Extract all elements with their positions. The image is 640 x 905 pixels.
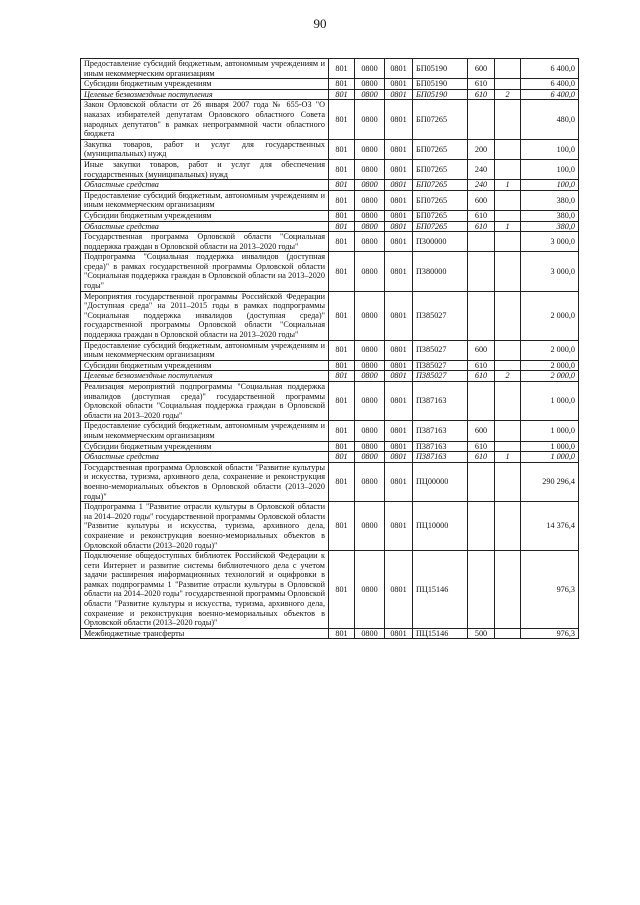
- table-row: [81, 190, 579, 210]
- section-code-cell: 0800: [355, 382, 385, 421]
- section-code-cell: 0800: [355, 221, 385, 232]
- budget-table-body: [81, 59, 579, 639]
- funding-source-cell: 1: [495, 180, 521, 191]
- amount-cell: 2 000,0: [521, 340, 579, 360]
- section-code-cell: 0800: [355, 159, 385, 179]
- page-number: 90: [313, 16, 327, 31]
- subsection-code-cell: 0801: [385, 159, 413, 179]
- funding-source-cell: [495, 139, 521, 159]
- expense-name-cell: Межбюджетные трансферты: [81, 628, 329, 639]
- subsection-code-cell: 0801: [385, 421, 413, 441]
- section-code-cell: 0800: [355, 452, 385, 463]
- amount-cell: 6 400,0: [521, 59, 579, 79]
- section-code-cell: 0800: [355, 100, 385, 139]
- funding-source-cell: [495, 252, 521, 291]
- table-row: [81, 100, 579, 139]
- expense-name-cell: Предоставление субсидий бюджетным, автономным учреждениям и иным некоммерческим организациям: [81, 190, 329, 210]
- table-row: [81, 159, 579, 179]
- subsection-code-cell: 0801: [385, 59, 413, 79]
- grbs-code-cell: 801: [329, 452, 355, 463]
- funding-source-cell: [495, 100, 521, 139]
- section-code-cell: 0800: [355, 421, 385, 441]
- budget-table: [80, 58, 579, 639]
- target-article-cell: П385027: [413, 291, 468, 340]
- grbs-code-cell: 801: [329, 291, 355, 340]
- target-article-cell: БП05190: [413, 79, 468, 90]
- subsection-code-cell: 0801: [385, 371, 413, 382]
- target-article-cell: П380000: [413, 252, 468, 291]
- funding-source-cell: [495, 159, 521, 179]
- amount-cell: 480,0: [521, 100, 579, 139]
- expense-name-cell: Предоставление субсидий бюджетным, автономным учреждениям и иным некоммерческим организациям: [81, 59, 329, 79]
- table-row: [81, 210, 579, 221]
- subsection-code-cell: 0801: [385, 221, 413, 232]
- expense-type-cell: 600: [468, 59, 495, 79]
- amount-cell: 100,0: [521, 180, 579, 191]
- subsection-code-cell: 0801: [385, 252, 413, 291]
- funding-source-cell: [495, 291, 521, 340]
- funding-source-cell: [495, 232, 521, 252]
- expense-name-cell: Подпрограмма "Социальная поддержка инвалидов (доступная среда)" в рамках государственной программы Орловской области "Социальная поддержка граждан в Орловской области на 2013–2020 годы": [81, 252, 329, 291]
- funding-source-cell: [495, 551, 521, 629]
- section-code-cell: 0800: [355, 180, 385, 191]
- subsection-code-cell: 0801: [385, 139, 413, 159]
- expense-type-cell: 200: [468, 139, 495, 159]
- amount-cell: 290 296,4: [521, 462, 579, 501]
- expense-name-cell: Закупка товаров, работ и услуг для государственных (муниципальных) нужд: [81, 139, 329, 159]
- table-row: [81, 628, 579, 639]
- expense-name-cell: Областные средства: [81, 452, 329, 463]
- target-article-cell: БП07265: [413, 221, 468, 232]
- expense-type-cell: 610: [468, 441, 495, 452]
- table-row: [81, 382, 579, 421]
- expense-name-cell: Предоставление субсидий бюджетным, автономным учреждениям и иным некоммерческим организациям: [81, 340, 329, 360]
- target-article-cell: П387163: [413, 421, 468, 441]
- expense-type-cell: [468, 502, 495, 551]
- table-row: [81, 421, 579, 441]
- amount-cell: 6 400,0: [521, 89, 579, 100]
- section-code-cell: 0800: [355, 252, 385, 291]
- subsection-code-cell: 0801: [385, 502, 413, 551]
- subsection-code-cell: 0801: [385, 180, 413, 191]
- section-code-cell: 0800: [355, 371, 385, 382]
- expense-name-cell: Реализация мероприятий подпрограммы "Социальная поддержка инвалидов (доступная среда)" государственной программы Орловской области "Социальная поддержка граждан в Орловской области на 2013–2020 годы": [81, 382, 329, 421]
- target-article-cell: БП07265: [413, 180, 468, 191]
- table-row: [81, 452, 579, 463]
- funding-source-cell: [495, 59, 521, 79]
- expense-name-cell: Подключение общедоступных библиотек Российской Федерации к сети Интернет и развитие системы библиотечного дела с учетом задачи расширения информационных технологий и оцифровки в рамках подпрограммы 1 "Развитие отрасли культуры в Орловской области на 2014–2020 годы" государственной программы Орловской области "Развитие культуры и искусства, туризма, архивного дела, сохранение и реконструкция военно-мемориальных объектов в Орловской области (2013–2020 годы)": [81, 551, 329, 629]
- table-row: [81, 221, 579, 232]
- expense-type-cell: 610: [468, 79, 495, 90]
- table-row: [81, 79, 579, 90]
- target-article-cell: БП05190: [413, 59, 468, 79]
- target-article-cell: БП05190: [413, 89, 468, 100]
- subsection-code-cell: 0801: [385, 360, 413, 371]
- section-code-cell: 0800: [355, 79, 385, 90]
- table-row: [81, 232, 579, 252]
- subsection-code-cell: 0801: [385, 210, 413, 221]
- grbs-code-cell: 801: [329, 180, 355, 191]
- amount-cell: 6 400,0: [521, 79, 579, 90]
- amount-cell: 380,0: [521, 190, 579, 210]
- grbs-code-cell: 801: [329, 252, 355, 291]
- target-article-cell: БП07265: [413, 139, 468, 159]
- section-code-cell: 0800: [355, 462, 385, 501]
- funding-source-cell: [495, 340, 521, 360]
- grbs-code-cell: 801: [329, 551, 355, 629]
- target-article-cell: БП07265: [413, 100, 468, 139]
- expense-name-cell: Областные средства: [81, 221, 329, 232]
- grbs-code-cell: 801: [329, 159, 355, 179]
- expense-name-cell: Иные закупки товаров, работ и услуг для обеспечения государственных (муниципальных) нужд: [81, 159, 329, 179]
- expense-type-cell: [468, 252, 495, 291]
- section-code-cell: 0800: [355, 360, 385, 371]
- subsection-code-cell: 0801: [385, 462, 413, 501]
- amount-cell: 1 000,0: [521, 441, 579, 452]
- expense-name-cell: Мероприятия государственной программы Российской Федерации "Доступная среда" на 2011–2015 годы в рамках подпрограммы "Социальная поддержка инвалидов (доступная среда)" государственной программы Орловской области "Социальная поддержка граждан в Орловской области на 2013–2020 годы": [81, 291, 329, 340]
- amount-cell: 100,0: [521, 159, 579, 179]
- table-row: [81, 441, 579, 452]
- expense-type-cell: 610: [468, 210, 495, 221]
- table-row: [81, 502, 579, 551]
- grbs-code-cell: 801: [329, 421, 355, 441]
- grbs-code-cell: 801: [329, 190, 355, 210]
- grbs-code-cell: 801: [329, 462, 355, 501]
- subsection-code-cell: 0801: [385, 628, 413, 639]
- expense-name-cell: Государственная программа Орловской области "Социальная поддержка граждан в Орловской области на 2013–2020 годы": [81, 232, 329, 252]
- amount-cell: 1 000,0: [521, 382, 579, 421]
- expense-type-cell: 610: [468, 452, 495, 463]
- target-article-cell: БП07265: [413, 190, 468, 210]
- table-row: [81, 291, 579, 340]
- expense-name-cell: Субсидии бюджетным учреждениям: [81, 79, 329, 90]
- section-code-cell: 0800: [355, 59, 385, 79]
- expense-type-cell: 240: [468, 180, 495, 191]
- subsection-code-cell: 0801: [385, 452, 413, 463]
- target-article-cell: ПЦ15146: [413, 551, 468, 629]
- expense-name-cell: Закон Орловской области от 26 января 2007 года № 655-ОЗ "О наказах избирателей депутатам Орловского областного Совета народных депутатов" в рамках непрограммной части областного бюджета: [81, 100, 329, 139]
- target-article-cell: БП07265: [413, 210, 468, 221]
- subsection-code-cell: 0801: [385, 79, 413, 90]
- target-article-cell: ПЦ10000: [413, 502, 468, 551]
- grbs-code-cell: 801: [329, 139, 355, 159]
- funding-source-cell: [495, 190, 521, 210]
- amount-cell: 3 000,0: [521, 252, 579, 291]
- target-article-cell: П387163: [413, 382, 468, 421]
- funding-source-cell: 1: [495, 221, 521, 232]
- grbs-code-cell: 801: [329, 371, 355, 382]
- subsection-code-cell: 0801: [385, 232, 413, 252]
- grbs-code-cell: 801: [329, 59, 355, 79]
- table-row: [81, 59, 579, 79]
- section-code-cell: 0800: [355, 628, 385, 639]
- expense-name-cell: Подпрограмма 1 "Развитие отрасли культуры в Орловской области на 2014–2020 годы" государственной программы Орловской области "Развитие культуры и искусства, туризма, архивного дела, сохранение и реконструкция военно-мемориальных объектов в Орловской области (2013–2020 годы)": [81, 502, 329, 551]
- grbs-code-cell: 801: [329, 79, 355, 90]
- expense-type-cell: 610: [468, 360, 495, 371]
- funding-source-cell: 2: [495, 89, 521, 100]
- target-article-cell: П387163: [413, 441, 468, 452]
- grbs-code-cell: 801: [329, 232, 355, 252]
- section-code-cell: 0800: [355, 89, 385, 100]
- table-row: [81, 360, 579, 371]
- expense-name-cell: Государственная программа Орловской области "Развитие культуры и искусства, туризма, архивного дела, сохранение и реконструкция военно-мемориальных объектов в Орловской области (2013–2020 годы)": [81, 462, 329, 501]
- subsection-code-cell: 0801: [385, 441, 413, 452]
- amount-cell: 976,3: [521, 628, 579, 639]
- section-code-cell: 0800: [355, 441, 385, 452]
- expense-type-cell: [468, 382, 495, 421]
- funding-source-cell: [495, 360, 521, 371]
- section-code-cell: 0800: [355, 139, 385, 159]
- expense-name-cell: Субсидии бюджетным учреждениям: [81, 210, 329, 221]
- expense-type-cell: [468, 100, 495, 139]
- funding-source-cell: [495, 441, 521, 452]
- grbs-code-cell: 801: [329, 382, 355, 421]
- expense-type-cell: [468, 462, 495, 501]
- expense-type-cell: [468, 551, 495, 629]
- target-article-cell: БП07265: [413, 159, 468, 179]
- subsection-code-cell: 0801: [385, 190, 413, 210]
- subsection-code-cell: 0801: [385, 100, 413, 139]
- target-article-cell: П385027: [413, 360, 468, 371]
- table-row: [81, 89, 579, 100]
- grbs-code-cell: 801: [329, 360, 355, 371]
- grbs-code-cell: 801: [329, 502, 355, 551]
- grbs-code-cell: 801: [329, 89, 355, 100]
- subsection-code-cell: 0801: [385, 340, 413, 360]
- table-row: [81, 252, 579, 291]
- target-article-cell: П385027: [413, 340, 468, 360]
- funding-source-cell: [495, 502, 521, 551]
- section-code-cell: 0800: [355, 551, 385, 629]
- amount-cell: 1 000,0: [521, 421, 579, 441]
- expense-type-cell: 500: [468, 628, 495, 639]
- section-code-cell: 0800: [355, 190, 385, 210]
- grbs-code-cell: 801: [329, 340, 355, 360]
- amount-cell: 976,3: [521, 551, 579, 629]
- target-article-cell: ПЦ00000: [413, 462, 468, 501]
- expense-type-cell: [468, 291, 495, 340]
- expense-type-cell: 600: [468, 190, 495, 210]
- target-article-cell: П300000: [413, 232, 468, 252]
- table-row: [81, 180, 579, 191]
- amount-cell: 380,0: [521, 210, 579, 221]
- expense-name-cell: Субсидии бюджетным учреждениям: [81, 441, 329, 452]
- funding-source-cell: [495, 210, 521, 221]
- table-row: [81, 551, 579, 629]
- expense-type-cell: 610: [468, 221, 495, 232]
- expense-type-cell: 610: [468, 371, 495, 382]
- subsection-code-cell: 0801: [385, 382, 413, 421]
- amount-cell: 14 376,4: [521, 502, 579, 551]
- amount-cell: 1 000,0: [521, 452, 579, 463]
- grbs-code-cell: 801: [329, 628, 355, 639]
- table-row: [81, 139, 579, 159]
- section-code-cell: 0800: [355, 291, 385, 340]
- section-code-cell: 0800: [355, 340, 385, 360]
- amount-cell: 2 000,0: [521, 291, 579, 340]
- table-row: [81, 371, 579, 382]
- funding-source-cell: [495, 79, 521, 90]
- section-code-cell: 0800: [355, 210, 385, 221]
- expense-name-cell: Целевые безвозмездные поступления: [81, 89, 329, 100]
- subsection-code-cell: 0801: [385, 89, 413, 100]
- expense-type-cell: 600: [468, 340, 495, 360]
- amount-cell: 100,0: [521, 139, 579, 159]
- funding-source-cell: [495, 462, 521, 501]
- subsection-code-cell: 0801: [385, 291, 413, 340]
- amount-cell: 2 000,0: [521, 360, 579, 371]
- funding-source-cell: [495, 628, 521, 639]
- table-row: [81, 340, 579, 360]
- amount-cell: 3 000,0: [521, 232, 579, 252]
- funding-source-cell: [495, 421, 521, 441]
- grbs-code-cell: 801: [329, 100, 355, 139]
- target-article-cell: ПЦ15146: [413, 628, 468, 639]
- subsection-code-cell: 0801: [385, 551, 413, 629]
- target-article-cell: П385027: [413, 371, 468, 382]
- amount-cell: 2 000,0: [521, 371, 579, 382]
- section-code-cell: 0800: [355, 232, 385, 252]
- expense-name-cell: Субсидии бюджетным учреждениям: [81, 360, 329, 371]
- amount-cell: 380,0: [521, 221, 579, 232]
- grbs-code-cell: 801: [329, 221, 355, 232]
- funding-source-cell: 1: [495, 452, 521, 463]
- expense-name-cell: Целевые безвозмездные поступления: [81, 371, 329, 382]
- table-row: [81, 462, 579, 501]
- section-code-cell: 0800: [355, 502, 385, 551]
- grbs-code-cell: 801: [329, 210, 355, 221]
- expense-type-cell: 610: [468, 89, 495, 100]
- expense-name-cell: Областные средства: [81, 180, 329, 191]
- grbs-code-cell: 801: [329, 441, 355, 452]
- target-article-cell: П387163: [413, 452, 468, 463]
- expense-type-cell: 600: [468, 421, 495, 441]
- funding-source-cell: [495, 382, 521, 421]
- expense-type-cell: [468, 232, 495, 252]
- expense-name-cell: Предоставление субсидий бюджетным, автономным учреждениям и иным некоммерческим организациям: [81, 421, 329, 441]
- expense-type-cell: 240: [468, 159, 495, 179]
- funding-source-cell: 2: [495, 371, 521, 382]
